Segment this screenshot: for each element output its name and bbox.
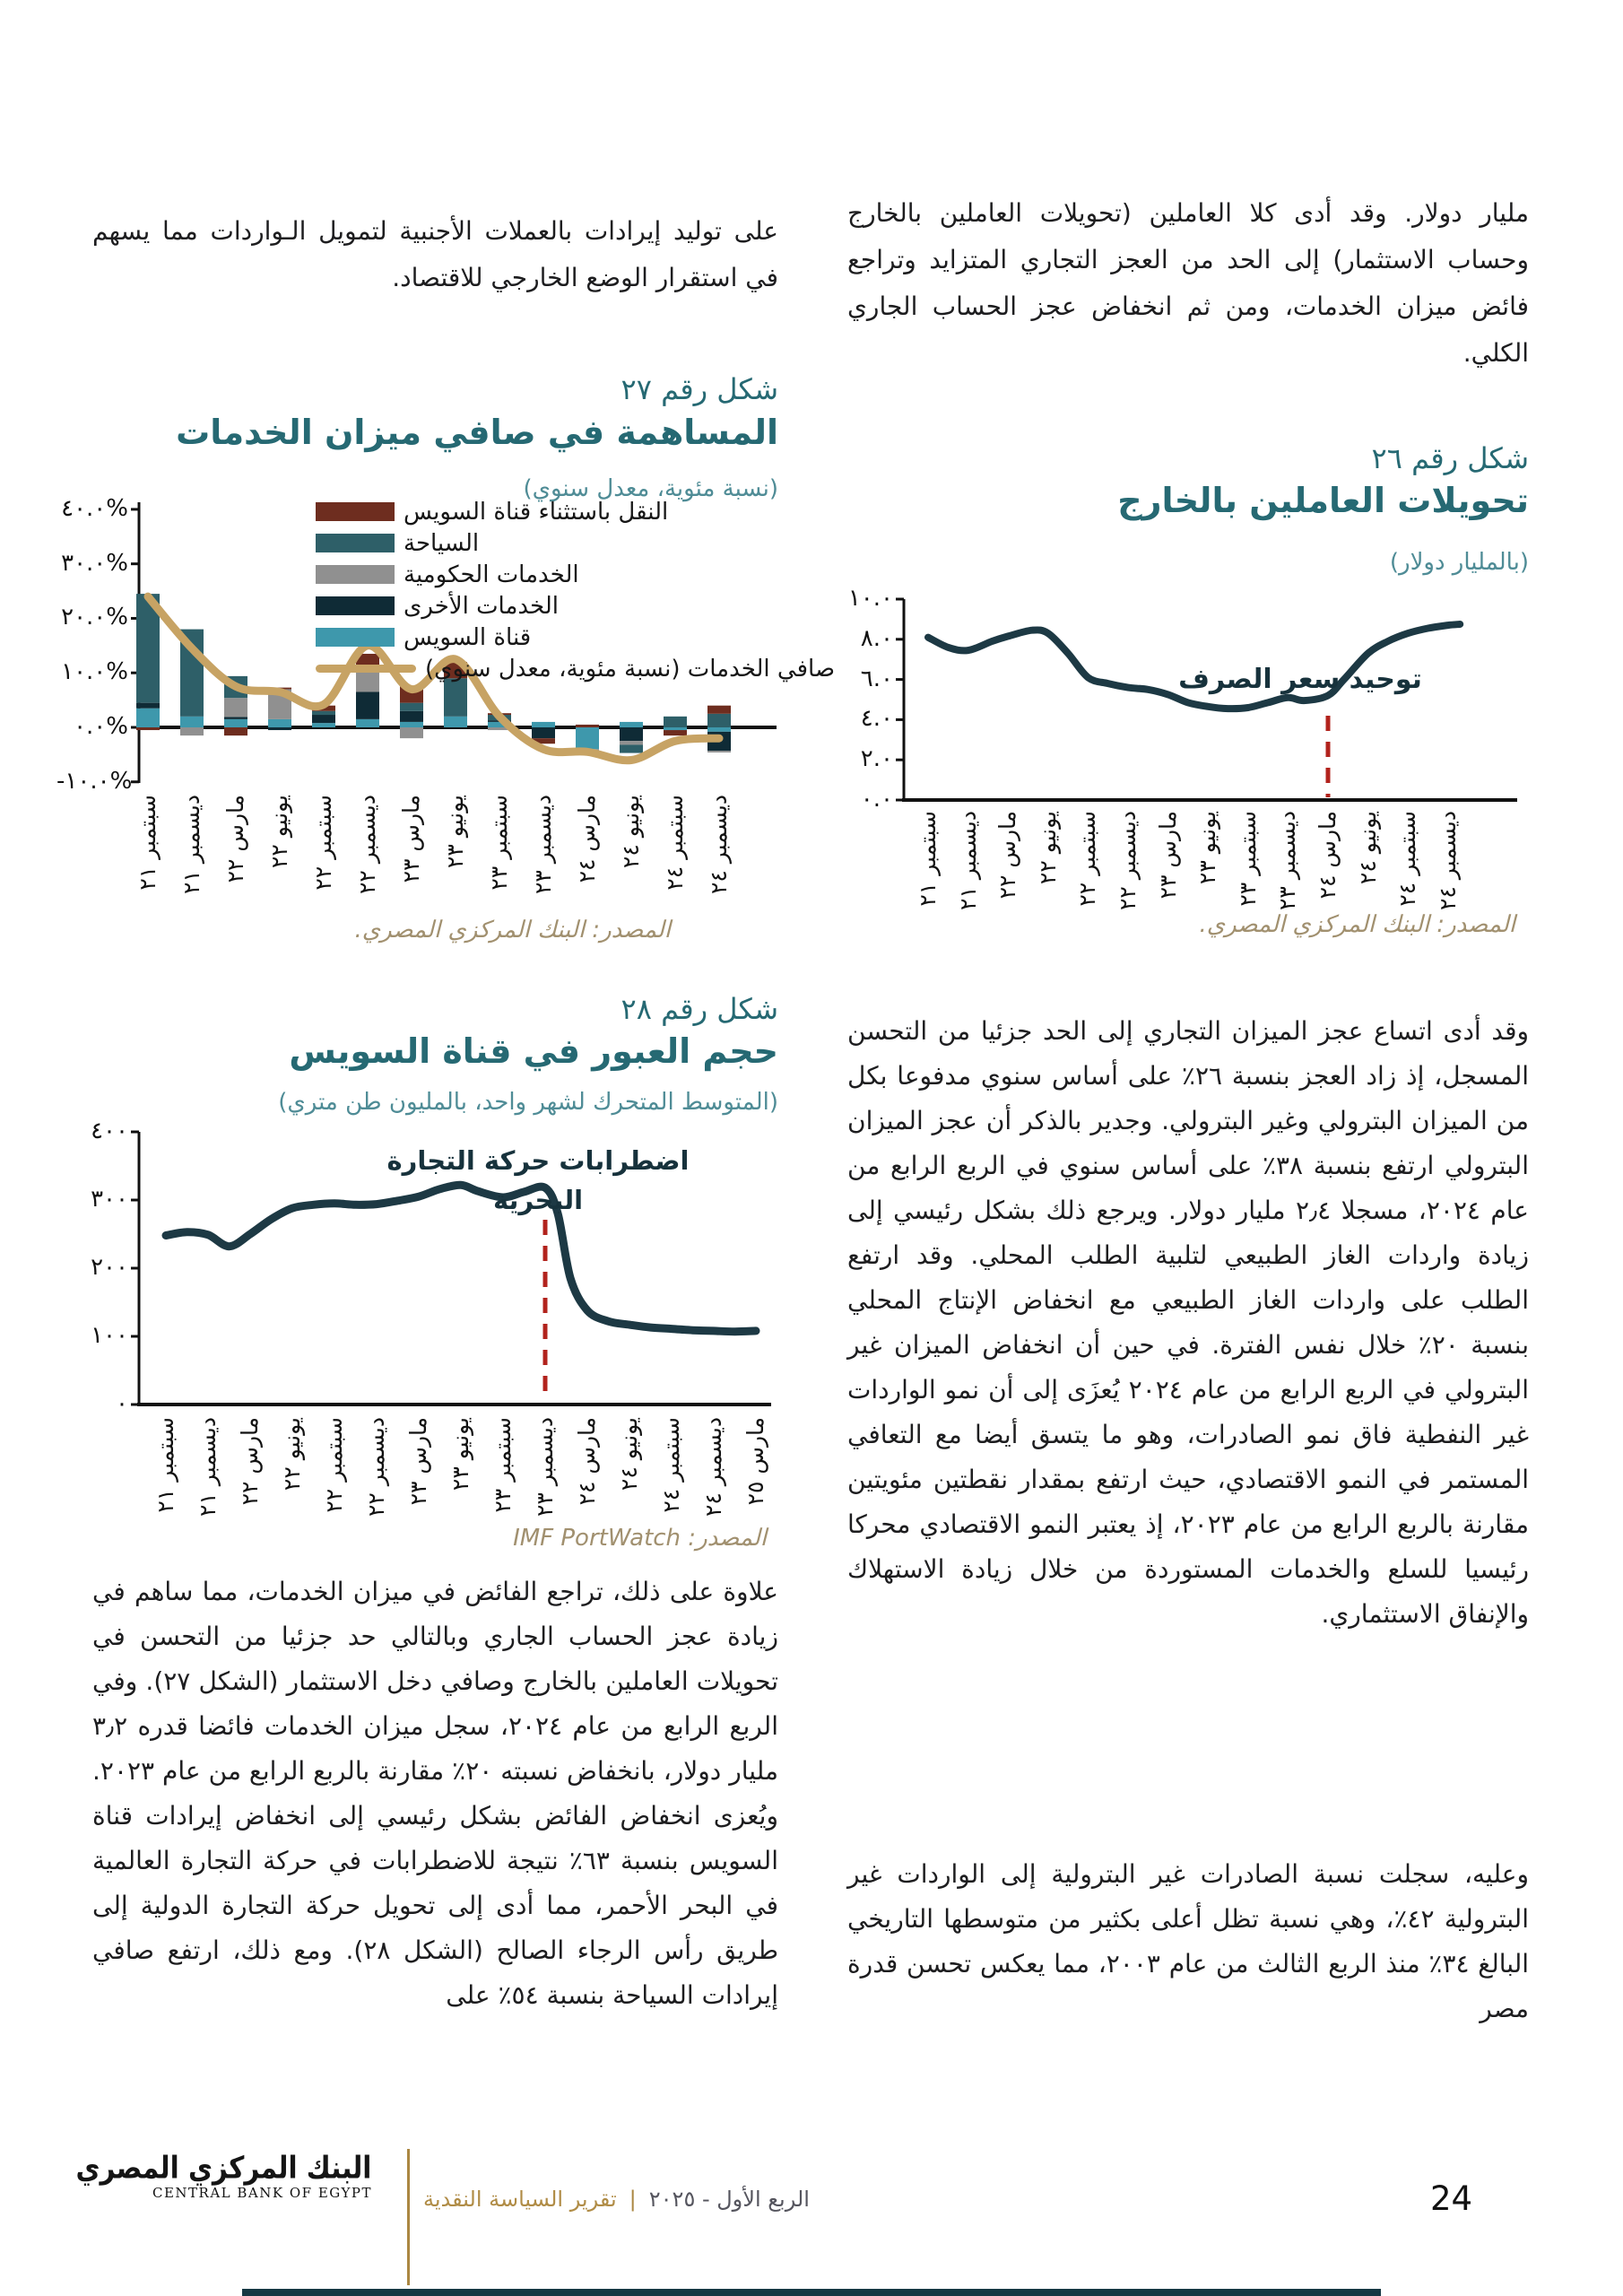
x-axis-label: مارس ٢٢: [237, 1417, 263, 1506]
x-axis-label: مارس ٢٣: [1154, 811, 1181, 900]
legend-item: [316, 527, 835, 559]
x-axis-label: مارس ٢٣: [405, 1417, 431, 1506]
x-axis-label: مارس ٢٤: [574, 1417, 600, 1506]
x-axis-label: سبتمبر ٢٤: [658, 1417, 684, 1513]
legend-swatch: [316, 628, 395, 647]
figure26-label: شكل رقم ٢٦: [1371, 441, 1529, 475]
x-axis-label: ديسمبر ٢٤: [1434, 811, 1461, 910]
legend-label: قناة السويس: [404, 623, 532, 651]
x-axis-label: ديسمبر ٢٣: [530, 795, 556, 894]
legend-swatch: [316, 565, 395, 584]
figure26-subtitle: (بالمليار دولار): [1389, 549, 1529, 576]
paragraph-services-balance: علاوة على ذلك، تراجع الفائض في ميزان الخدمات، مما ساهم في زيادة عجز الحساب الجاري وبالتالي حد جزئيا من التحسن في تحويلات العاملين بالخارج وصافي دخل الاستثمار (الشكل ٢٧). وفي الربع الرابع من عام ٢٠٢٤، سجل ميزان الخدمات فائضا قدره ٣٫٢ مليار دولار، بانخفاض نسبته ٢٠٪ مقارنة بالربع الرابع من عام ٢٠٢٣. ويُعزى انخفاض الفائض بشكل رئيسي إلى انخفاض إيرادات قناة السويس بنسبة ٦٣٪ نتيجة للاضطرابات في حركة التجارة العالمية في البحر الأحمر، مما أدى إلى تحويل حركة التجارة الدولية إلى طريق رأس الرجاء الصالح (الشكل ٢٨). ومع ذلك، ارتفع صافي إيرادات السياحة بنسبة ٥٤٪ على: [92, 1577, 778, 2010]
x-axis-label: مارس ٢٤: [1315, 811, 1341, 900]
y-tick-label: ٠.٠%: [74, 713, 128, 740]
page-number: 24: [1430, 2179, 1473, 2218]
page-bottom-rule: [242, 2289, 1381, 2296]
legend-label: صافي الخدمات (نسبة مئوية، معدل سنوي): [425, 655, 836, 683]
figure28-annotation-trade-disruptions: اضطرابات حركة التجارة البحرية: [386, 1145, 690, 1215]
x-axis-label: سبتمبر ٢٤: [662, 795, 688, 891]
x-axis-label: يونيو ٢٤: [618, 795, 644, 869]
y-tick-label: -١٠.٠%: [56, 767, 133, 795]
figure27-source: المصدر: البنك المركزي المصري.: [354, 917, 671, 944]
y-tick-label: ٠.٠: [860, 786, 893, 813]
x-axis-label: ديسمبر ٢١: [178, 795, 204, 894]
figure28-label: شكل رقم ٢٨: [621, 992, 778, 1026]
x-axis-label: ديسمبر ٢٣: [532, 1417, 558, 1517]
figure27-title: المساهمة في صافي ميزان الخدمات: [176, 413, 778, 452]
y-tick-label: ٢٠.٠%: [61, 604, 128, 631]
x-axis-label: سبتمبر ٢١: [135, 795, 161, 891]
y-tick-label: ٢٠٠: [91, 1254, 128, 1281]
legend-swatch: [316, 596, 395, 615]
x-axis-label: يونيو ٢٣: [442, 795, 468, 869]
y-tick-label: ٠: [116, 1390, 128, 1417]
legend-label: النقل باستثناء قناة السويس: [404, 498, 669, 526]
paragraph-trade-balance: وقد أدى اتساع عجز الميزان التجاري إلى الحد جزئيا من التحسن المسجل، إذ زاد العجز بنسبة ٢٦٪ على أساس سنوي مدفوعا بكل من الميزان البترولي وغير البترولي. وجدير بالذكر أن عجز الميزان البترولي ارتفع بنسبة ٣٨٪ على أساس سنوي في الربع الرابع من عام ٢٠٢٤، مسجلا ٢٫٤ مليار دولار. ويرجع ذلك بشكل رئيسي إلى زيادة واردات الغاز الطبيعي لتلبية الطلب المحلي. وقد ارتفع الطلب على واردات الغاز الطبيعي مع انخفاض الإنتاج المحلي بنسبة ٢٠٪ خلال نفس الفترة. في حين أن انخفاض الميزان غير البترولي في الربع الرابع من عام ٢٠٢٤ يُعزَى إلى أن نمو الواردات غير النفطية فاق نمو الصادرات، وهو ما يتسق أيضا مع التعافي المستمر في النمو الاقتصادي، حيث ارتفع بمقدار نقطتين مئويتين مقارنة بالربع الرابع من عام ٢٠٢٣، إذ يعتبر النمو الاقتصادي محركا رئيسيا للسلع والخدمات المستوردة من خلال زيادة الاستهلاك والإنفاق الاستثماري.: [847, 1016, 1529, 1629]
x-axis-label: يونيو ٢٣: [1194, 811, 1221, 885]
cbe-logo-english: CENTRAL BANK OF EGYPT: [152, 2185, 372, 2201]
legend-label: الخدمات الحكومية: [404, 561, 579, 588]
y-tick-label: ٦.٠: [860, 665, 893, 692]
x-axis-label: ديسمبر ٢١: [954, 811, 981, 910]
y-tick-label: ١٠.٠: [847, 585, 893, 612]
y-tick-label: ٢.٠: [860, 745, 893, 773]
legend-item: [316, 559, 835, 590]
footer-report-info: [423, 2187, 810, 2212]
x-axis-label: سبتمبر ٢٢: [1074, 811, 1101, 907]
figure26-title: تحويلات العاملين بالخارج: [1117, 481, 1529, 520]
cbe-logo: [75, 2149, 381, 2201]
legend-swatch: [316, 665, 416, 673]
y-tick-label: ٤٠.٠%: [61, 494, 128, 522]
legend-swatch: [316, 502, 395, 521]
x-axis-label: سبتمبر ٢٢: [310, 795, 336, 891]
x-axis-label: سبتمبر ٢٣: [486, 795, 512, 891]
y-tick-label: ٤٠٠: [91, 1118, 128, 1144]
footer-issue: الربع الأول - ٢٠٢٥: [648, 2187, 810, 2212]
x-axis-label: ديسمبر ٢٤: [700, 1417, 726, 1517]
figure26-annotation-exchange-rate: توحيد سعر الصرف: [1178, 664, 1422, 695]
x-axis-label: مارس ٢٣: [398, 795, 424, 883]
x-axis-label: يونيو ٢٣: [447, 1417, 473, 1492]
x-axis-label: يونيو ٢٤: [1354, 811, 1381, 885]
paragraph-non-oil-exports: وعليه، سجلت نسبة الصادرات غير البترولية إلى الواردات غير البترولية ٤٢٪، وهي نسبة تظل أعلى بكثير من متوسطها التاريخي البالغ ٣٤٪ منذ الربع الثالث من عام ٢٠٠٣، مما يعكس تحسن قدرة مصر: [847, 1859, 1530, 2023]
footer-separator: |: [629, 2187, 637, 2212]
y-tick-label: ٣٠٠: [91, 1186, 128, 1213]
x-axis-label: سبتمبر ٢١: [152, 1417, 178, 1513]
x-axis-label: مارس ٢٥: [742, 1417, 768, 1506]
x-axis-label: سبتمبر ٢٤: [1394, 811, 1421, 907]
legend-label: السياحة: [404, 529, 480, 557]
y-tick-label: ١٠.٠%: [61, 658, 128, 686]
legend-item: [316, 590, 835, 622]
figure27-label: شكل رقم ٢٧: [621, 372, 778, 406]
cbe-logo-arabic: البنك المركزي المصري: [75, 2149, 372, 2187]
x-axis-label: سبتمبر ٢٣: [490, 1417, 516, 1513]
footer-divider: [407, 2149, 410, 2285]
paragraph-fx-revenues: على توليد إيرادات بالعملات الأجنبية لتمويل الـواردات مما يسهم في استقرار الوضع الخارجي للاقتصاد.: [92, 216, 778, 292]
x-axis-label: يونيو ٢٤: [616, 1417, 642, 1492]
x-axis-label: مارس ٢٢: [994, 811, 1021, 900]
x-axis-label: ديسمبر ٢٣: [1274, 811, 1301, 910]
x-axis-label: ديسمبر ٢٢: [354, 795, 380, 894]
legend-item: [316, 496, 835, 527]
figure27-legend: [316, 496, 835, 684]
figure26-source: المصدر: البنك المركزي المصري.: [1199, 911, 1515, 938]
x-axis-label: ديسمبر ٢٢: [363, 1417, 389, 1517]
y-tick-label: ٨.٠: [860, 624, 893, 652]
x-axis-label: مارس ٢٢: [222, 795, 248, 883]
x-axis-label: سبتمبر ٢١: [915, 811, 941, 907]
x-axis-label: سبتمبر ٢٣: [1234, 811, 1261, 907]
figure28-subtitle: (المتوسط المتحرك لشهر واحد، بالمليون طن متري): [278, 1089, 778, 1116]
y-tick-label: ٤.٠: [860, 705, 893, 733]
legend-item: [316, 653, 835, 684]
footer-report-title: تقرير السياسة النقدية: [423, 2187, 617, 2212]
legend-swatch: [316, 534, 395, 552]
paragraph-current-account: مليار دولار. وقد أدى كلا العاملين (تحويلات العاملين بالخارج وحساب الاستثمار) إلى الحد من العجز التجاري المتزايد وتراجع فائض ميزان الخدمات، ومن ثم انخفاض عجز الحساب الجاري الكلي.: [847, 198, 1529, 368]
x-axis-label: ديسمبر ٢١: [195, 1417, 221, 1517]
x-axis-label: يونيو ٢٢: [279, 1417, 305, 1492]
x-axis-label: ديسمبر ٢٢: [1115, 811, 1141, 910]
figure27-subtitle: (نسبة مئوية، معدل سنوي): [523, 475, 778, 502]
x-axis-label: يونيو ٢٢: [266, 795, 292, 869]
x-axis-label: مارس ٢٤: [574, 795, 600, 883]
x-axis-label: سبتمبر ٢٢: [321, 1417, 347, 1513]
figure28-source: المصدر: IMF PortWatch: [513, 1525, 767, 1552]
x-axis-label: ديسمبر ٢٤: [706, 795, 732, 894]
figure28-title: حجم العبور في قناة السويس: [289, 1031, 778, 1071]
y-tick-label: ٣٠.٠%: [61, 549, 128, 577]
y-tick-label: ١٠٠: [91, 1322, 128, 1349]
legend-item: [316, 622, 835, 653]
x-axis-label: يونيو ٢٢: [1034, 811, 1061, 885]
legend-label: الخدمات الأخرى: [404, 592, 559, 620]
